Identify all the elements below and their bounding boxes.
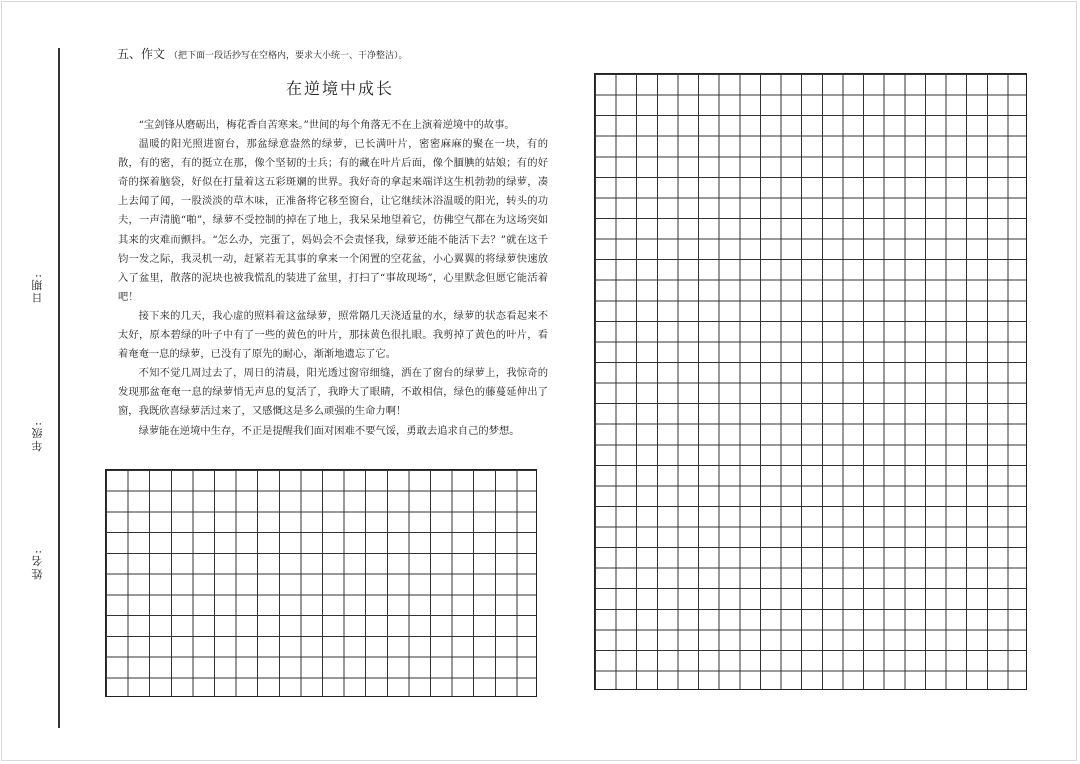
essay-paragraph: 不知不觉几周过去了，周日的清晨，阳光透过窗帘细缝，洒在了窗台的绿萝上，我惊奇的发现那盆奄奄一息的绿萝悄无声息的复活了，我睁大了眼睛，不敢相信，绿色的藤蔓延伸出了窗，我既欣喜绿萝活过来了，又感慨这是多么顽强的生命力啊！ bbox=[118, 367, 548, 418]
name-label: 姓名: bbox=[31, 548, 44, 580]
writing-grid-left[interactable] bbox=[105, 469, 537, 697]
section-note: （把下面一段话抄写在空格内，要求大小统一、干净整洁）。 bbox=[169, 51, 408, 61]
section-instruction bbox=[117, 45, 408, 62]
section-heading: 五、作文 bbox=[117, 47, 166, 61]
essay-title: 在逆境中成长 bbox=[285, 79, 394, 98]
date-label: 日期: bbox=[31, 272, 44, 304]
writing-grid-right[interactable] bbox=[594, 73, 1027, 690]
essay-paragraph: 绿萝能在逆境中生存，不正是提醒我们面对困难不要气馁，勇敢去追求自己的梦想。 bbox=[138, 424, 520, 437]
grade-label: 年级: bbox=[31, 420, 44, 452]
binding-margin-line bbox=[58, 48, 60, 728]
essay-body bbox=[118, 116, 548, 441]
essay-paragraph: 接下来的几天，我心虚的照料着这盆绿萝，照常隔几天浇适量的水，绿萝的状态看起来不太好，原本碧绿的叶子中有了一些的黄色的叶片，那抹黄色很扎眼。我剪掉了黄色的叶片，看着奄奄一息的绿萝，已没有了原先的耐心，渐渐地遗忘了它。 bbox=[118, 309, 548, 361]
essay-paragraph: 温暖的阳光照进窗台，那盆绿意盎然的绿萝，已长满叶片，密密麻麻的聚在一块，有的散，有的密，有的挺立在那，像个坚韧的士兵；有的藏在叶片后面，像个腼腆的姑娘；有的好奇的探着脑袋，好似在打量着这五彩斑斓的世界。我好奇的拿起来端详这生机勃勃的绿萝，凑上去闻了闻，一股淡淡的草木味，正准备将它移至窗台，让它继续沐浴温暖的阳光，转头的功夫，一声清脆“啪”，绿萝不受控制的掉在了地上，我呆呆地望着它，仿佛空气都在为这场突如其来的灾难而颤抖。“怎么办，完蛋了，妈妈会不会责怪我，绿萝还能不能活下去？”就在这千钧一发之际，我灵机一动，赶紧若无其事的拿来一个闲置的空花盆，小心翼翼的将绿萝快速放入了盆里，散落的泥块也被我慌乱的装进了盆里，打扫了“事故现场”，心里默念但愿它能活着吧！ bbox=[118, 138, 548, 303]
essay-paragraph: “宝剑锋从磨砺出，梅花香自苦寒来。”世间的每个角落无不在上演着逆境中的故事。 bbox=[138, 119, 515, 131]
